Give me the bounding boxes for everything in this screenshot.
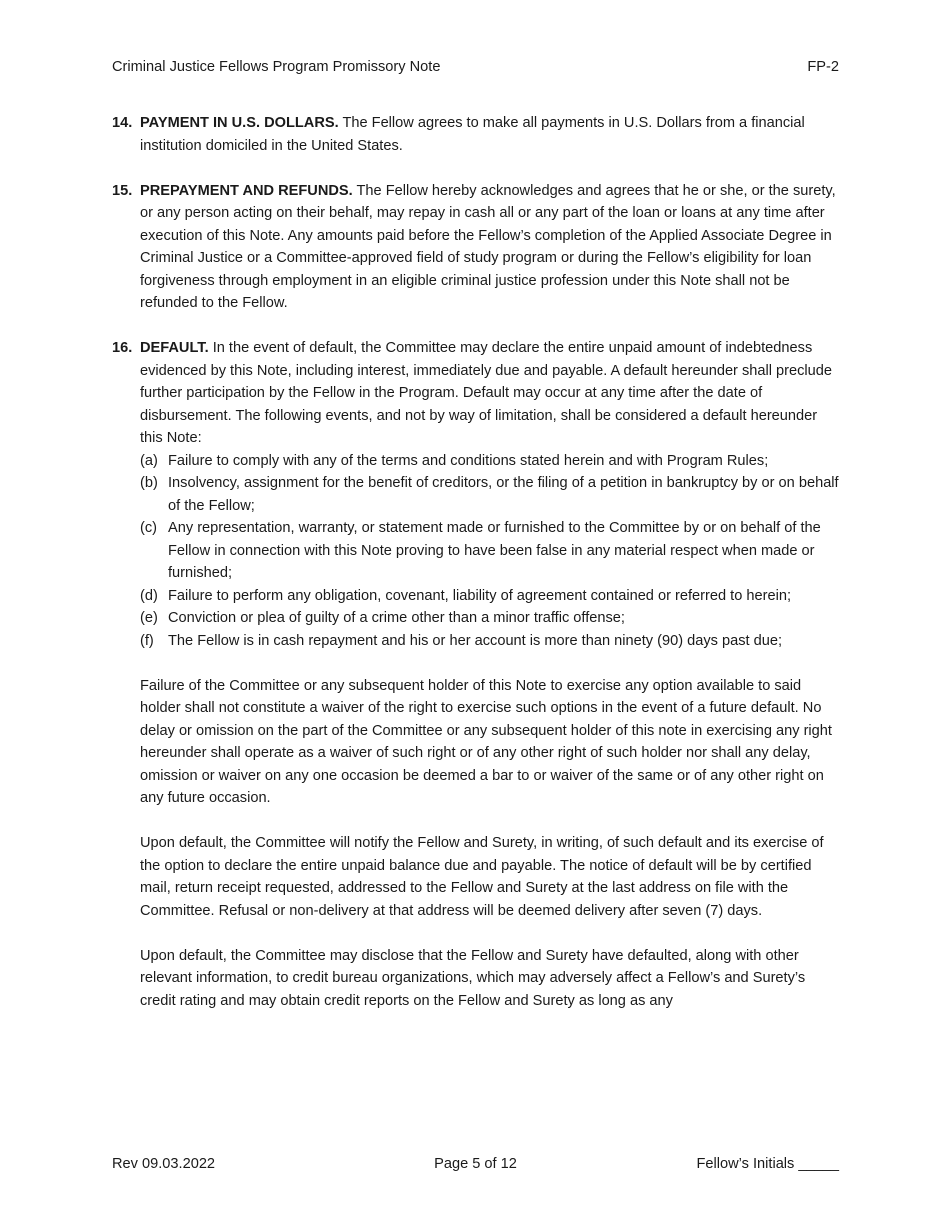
credit-bureau-paragraph: Upon default, the Committee may disclose that the Fellow and Surety have defaulted, along with other relevant information, to credit bureau organizations, which may adversely affect a Fellow’s and Surety’s credit rating and may obtain credit reports on the Fellow and Surety as long as any [140,947,806,1009]
section-heading: PAYMENT IN U.S. DOLLARS. [140,115,339,131]
waiver-paragraph: Failure of the Committee or any subsequent holder of this Note to exercise any option available to said holder shall not constitute a waiver of the right to exercise such options in the event of a future default. No delay or omission on the part of the Committee or any subsequent holder of this note in exercising any right hereunder shall operate as a waiver of such right or of any other right of such holder nor shall any delay, omission or waiver on any one occasion be deemed a bar to or waiver of the same or of any other right on any future occasion. [140,677,832,806]
revision-date: Rev 09.03.2022 [112,1156,216,1172]
list-item [112,585,839,608]
list-item [112,450,839,473]
notice-of-default-paragraph: Upon default, the Committee will notify the Fellow and Surety, in writing, of such default and its exercise of the option to declare the entire unpaid balance due and payable. The notice of default will be by certified mail, return receipt requested, addressed to the Fellow and Surety at the last address on file with the Committee. Refusal or non-delivery at that address will be deemed delivery after seven (7) days. [140,835,824,919]
list-item-letter: (d) [140,587,158,604]
section-heading: DEFAULT. [140,340,209,356]
section-text: The Fellow agrees to make all payments in U.S. Dollars from a financial institution domiciled in the United States. [140,115,805,154]
default-events-list [112,450,839,653]
list-item [112,630,839,653]
section-prepayment-and-refunds [112,180,839,315]
section-heading: PREPAYMENT AND REFUNDS. [140,182,353,199]
list-item-letter: (f) [140,632,154,649]
section-text: In the event of default, the Committee may declare the entire unpaid amount of indebtedness evidenced by this Note, including interest, immediately due and payable. A default hereunder shall preclude further participation by the Fellow in the Program. Default may occur at any time after the date of disbursement. The following events, and not by way of limitation, shall be considered a default hereunder this Note: [140,340,833,446]
form-code: FP-2 [807,59,839,75]
list-item-letter: (c) [140,520,158,536]
document-body [112,112,839,1035]
page-header [112,56,839,79]
list-item-text: Insolvency, assignment for the benefit of creditors, or the filing of a petition in bankruptcy by or on behalf of the Fellow; [168,475,839,514]
list-item-text: Conviction or plea of guilty of a crime other than a minor traffic offense; [168,610,625,626]
section-payment-in-us-dollars [112,112,839,157]
section-number: 16. [112,340,133,356]
fellow-initials-line: Fellow’s Initials _____ [696,1156,839,1172]
section-number: 15. [112,182,133,199]
list-item-text: Failure to comply with any of the terms and conditions stated herein and with Program Rules; [168,452,769,469]
list-item [112,472,839,517]
list-item-letter: (b) [140,475,158,491]
list-item-letter: (e) [140,610,158,626]
list-item-text: Failure to perform any obligation, covenant, liability of agreement contained or referred to herein; [168,587,792,604]
section-default [112,337,839,450]
list-item [112,517,839,585]
document-title: Criminal Justice Fellows Program Promissory Note [112,59,441,75]
list-item [112,607,839,630]
section-number: 14. [112,115,133,131]
list-item-text: Any representation, warranty, or statement made or furnished to the Committee by or on behalf of the Fellow in connection with this Note proving to have been false in any material respect when made or furnished; [168,520,821,581]
list-item-letter: (a) [140,452,158,469]
section-text: The Fellow hereby acknowledges and agrees that he or she, or the surety, or any person acting on their behalf, may repay in cash all or any part of the loan or loans at any time after execution of this Note. Any amounts paid before the Fellow’s completion of the Applied Associate Degree in Criminal Justice or a Committee-approved field of study program or during the Fellow’s eligibility for loan forgiveness through employment in an eligible criminal justice profession under this Note shall not be refunded to the Fellow. [140,182,836,311]
page-number: Page 5 of 12 [434,1156,517,1172]
page-footer [112,1153,839,1175]
list-item-text: The Fellow is in cash repayment and his or her account is more than ninety (90) days past due; [168,632,783,649]
